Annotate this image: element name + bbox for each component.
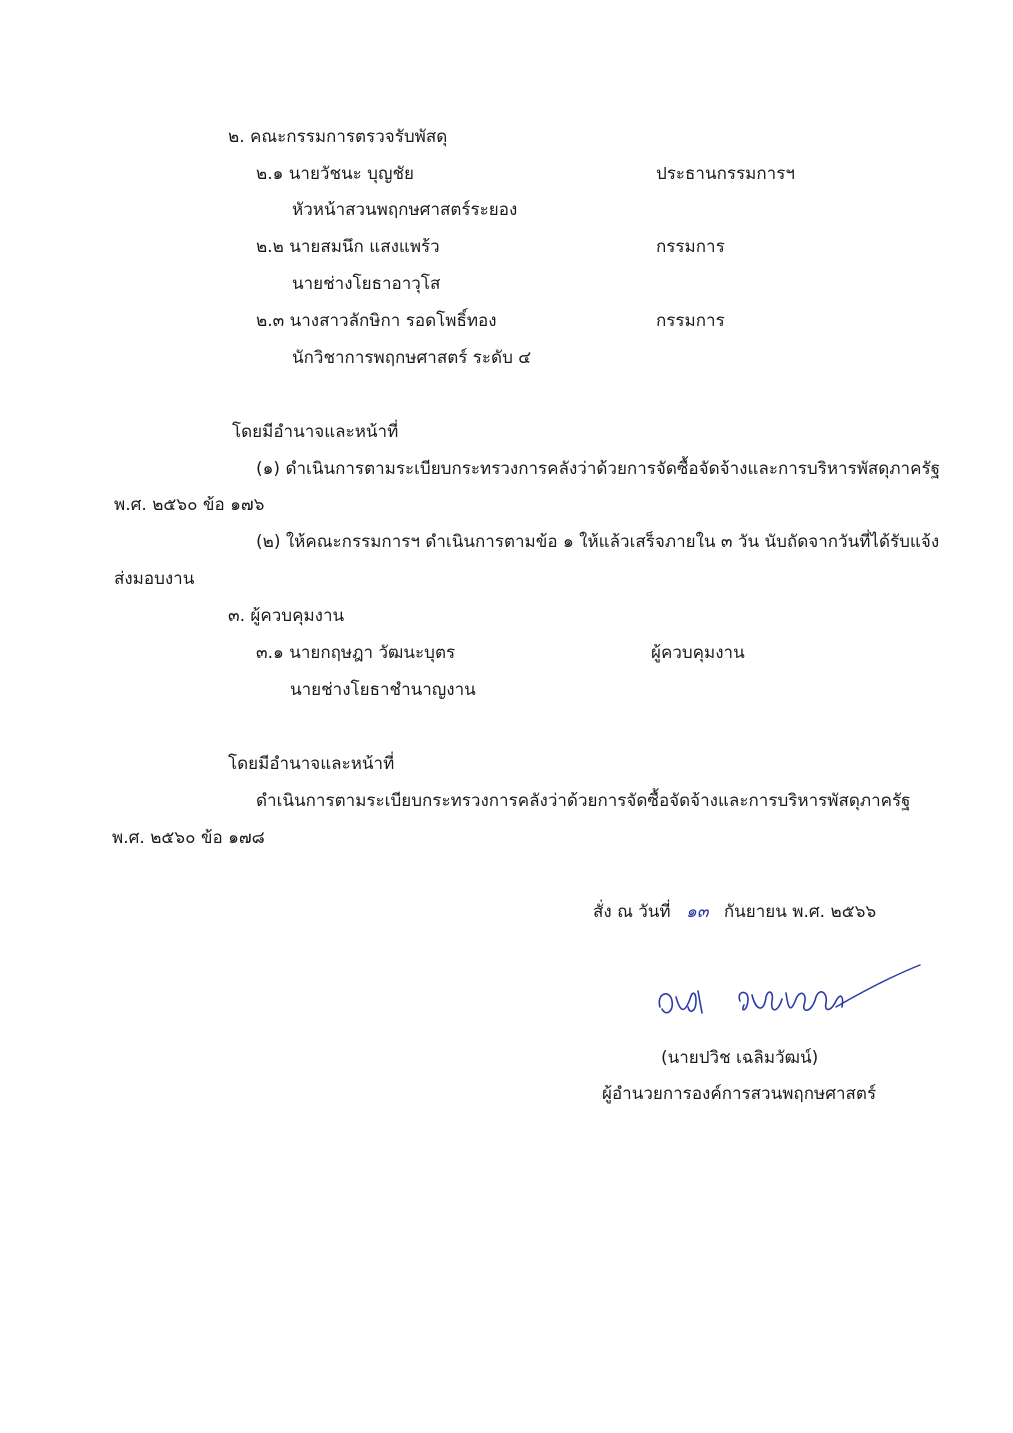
section2-duty2-line1: (๒) ให้คณะกรรมการฯ ดำเนินการตามข้อ ๑ ให้แล้วเสร็จภายใน ๓ วัน นับถัดจากวันที่ได้รับแจ้ง (256, 532, 940, 552)
section3-duties-heading: โดยมีอำนาจและหน้าที่ (228, 754, 395, 774)
member-2-3-role: กรรมการ (656, 311, 725, 331)
section2-heading: ๒. คณะกรรมการตรวจรับพัสดุ (228, 127, 448, 147)
member-2-1-position: หัวหน้าสวนพฤกษศาสตร์ระยอง (292, 200, 518, 220)
signatory-title: ผู้อำนวยการองค์การสวนพฤกษศาสตร์ (602, 1084, 877, 1104)
order-date (593, 900, 876, 924)
signature-graphic (640, 955, 940, 1035)
section2-duty1-line2: พ.ศ. ๒๕๖๐ ข้อ ๑๗๖ (114, 495, 265, 515)
order-date-prefix: สั่ง ณ วันที่ (593, 902, 671, 922)
signature (640, 955, 940, 1035)
member-2-2-position: นายช่างโยธาอาวุโส (292, 274, 441, 294)
order-date-month-year: กันยายน พ.ศ. ๒๕๖๖ (723, 902, 877, 922)
section2-duty1-line1: (๑) ดำเนินการตามระเบียบกระทรวงการคลังว่าด้วยการจัดซื้อจัดจ้างและการบริหารพัสดุภาครัฐ (256, 459, 940, 479)
section3-duty-line1: ดำเนินการตามระเบียบกระทรวงการคลังว่าด้วยการจัดซื้อจัดจ้างและการบริหารพัสดุภาครัฐ (256, 791, 911, 811)
member-2-1-name: ๒.๑ นายวัชนะ บุญชัย (256, 164, 414, 184)
signatory-name: (นายปวิช เฉลิมวัฒน์) (661, 1048, 819, 1068)
section2-duties-heading: โดยมีอำนาจและหน้าที่ (232, 422, 399, 442)
member-3-1-role: ผู้ควบคุมงาน (651, 643, 745, 663)
member-2-3-position: นักวิชาการพฤกษศาสตร์ ระดับ ๔ (292, 348, 532, 368)
member-2-2-role: กรรมการ (656, 237, 725, 257)
order-date-day: ๑๓ (686, 902, 709, 922)
member-3-1-position: นายช่างโยธาชำนาญงาน (290, 680, 476, 700)
member-3-1-name: ๓.๑ นายกฤษฎา วัฒนะบุตร (256, 643, 456, 663)
section3-duty-line2: พ.ศ. ๒๕๖๐ ข้อ ๑๗๘ (112, 828, 265, 848)
section3-heading: ๓. ผู้ควบคุมงาน (228, 606, 345, 626)
section2-duty2-line2: ส่งมอบงาน (114, 569, 195, 589)
member-2-3-name: ๒.๓ นางสาวลักษิกา รอดโพธิ์ทอง (256, 311, 497, 331)
member-2-2-name: ๒.๒ นายสมนึก แสงแพร้ว (256, 237, 440, 257)
member-2-1-role: ประธานกรรมการฯ (656, 164, 795, 184)
